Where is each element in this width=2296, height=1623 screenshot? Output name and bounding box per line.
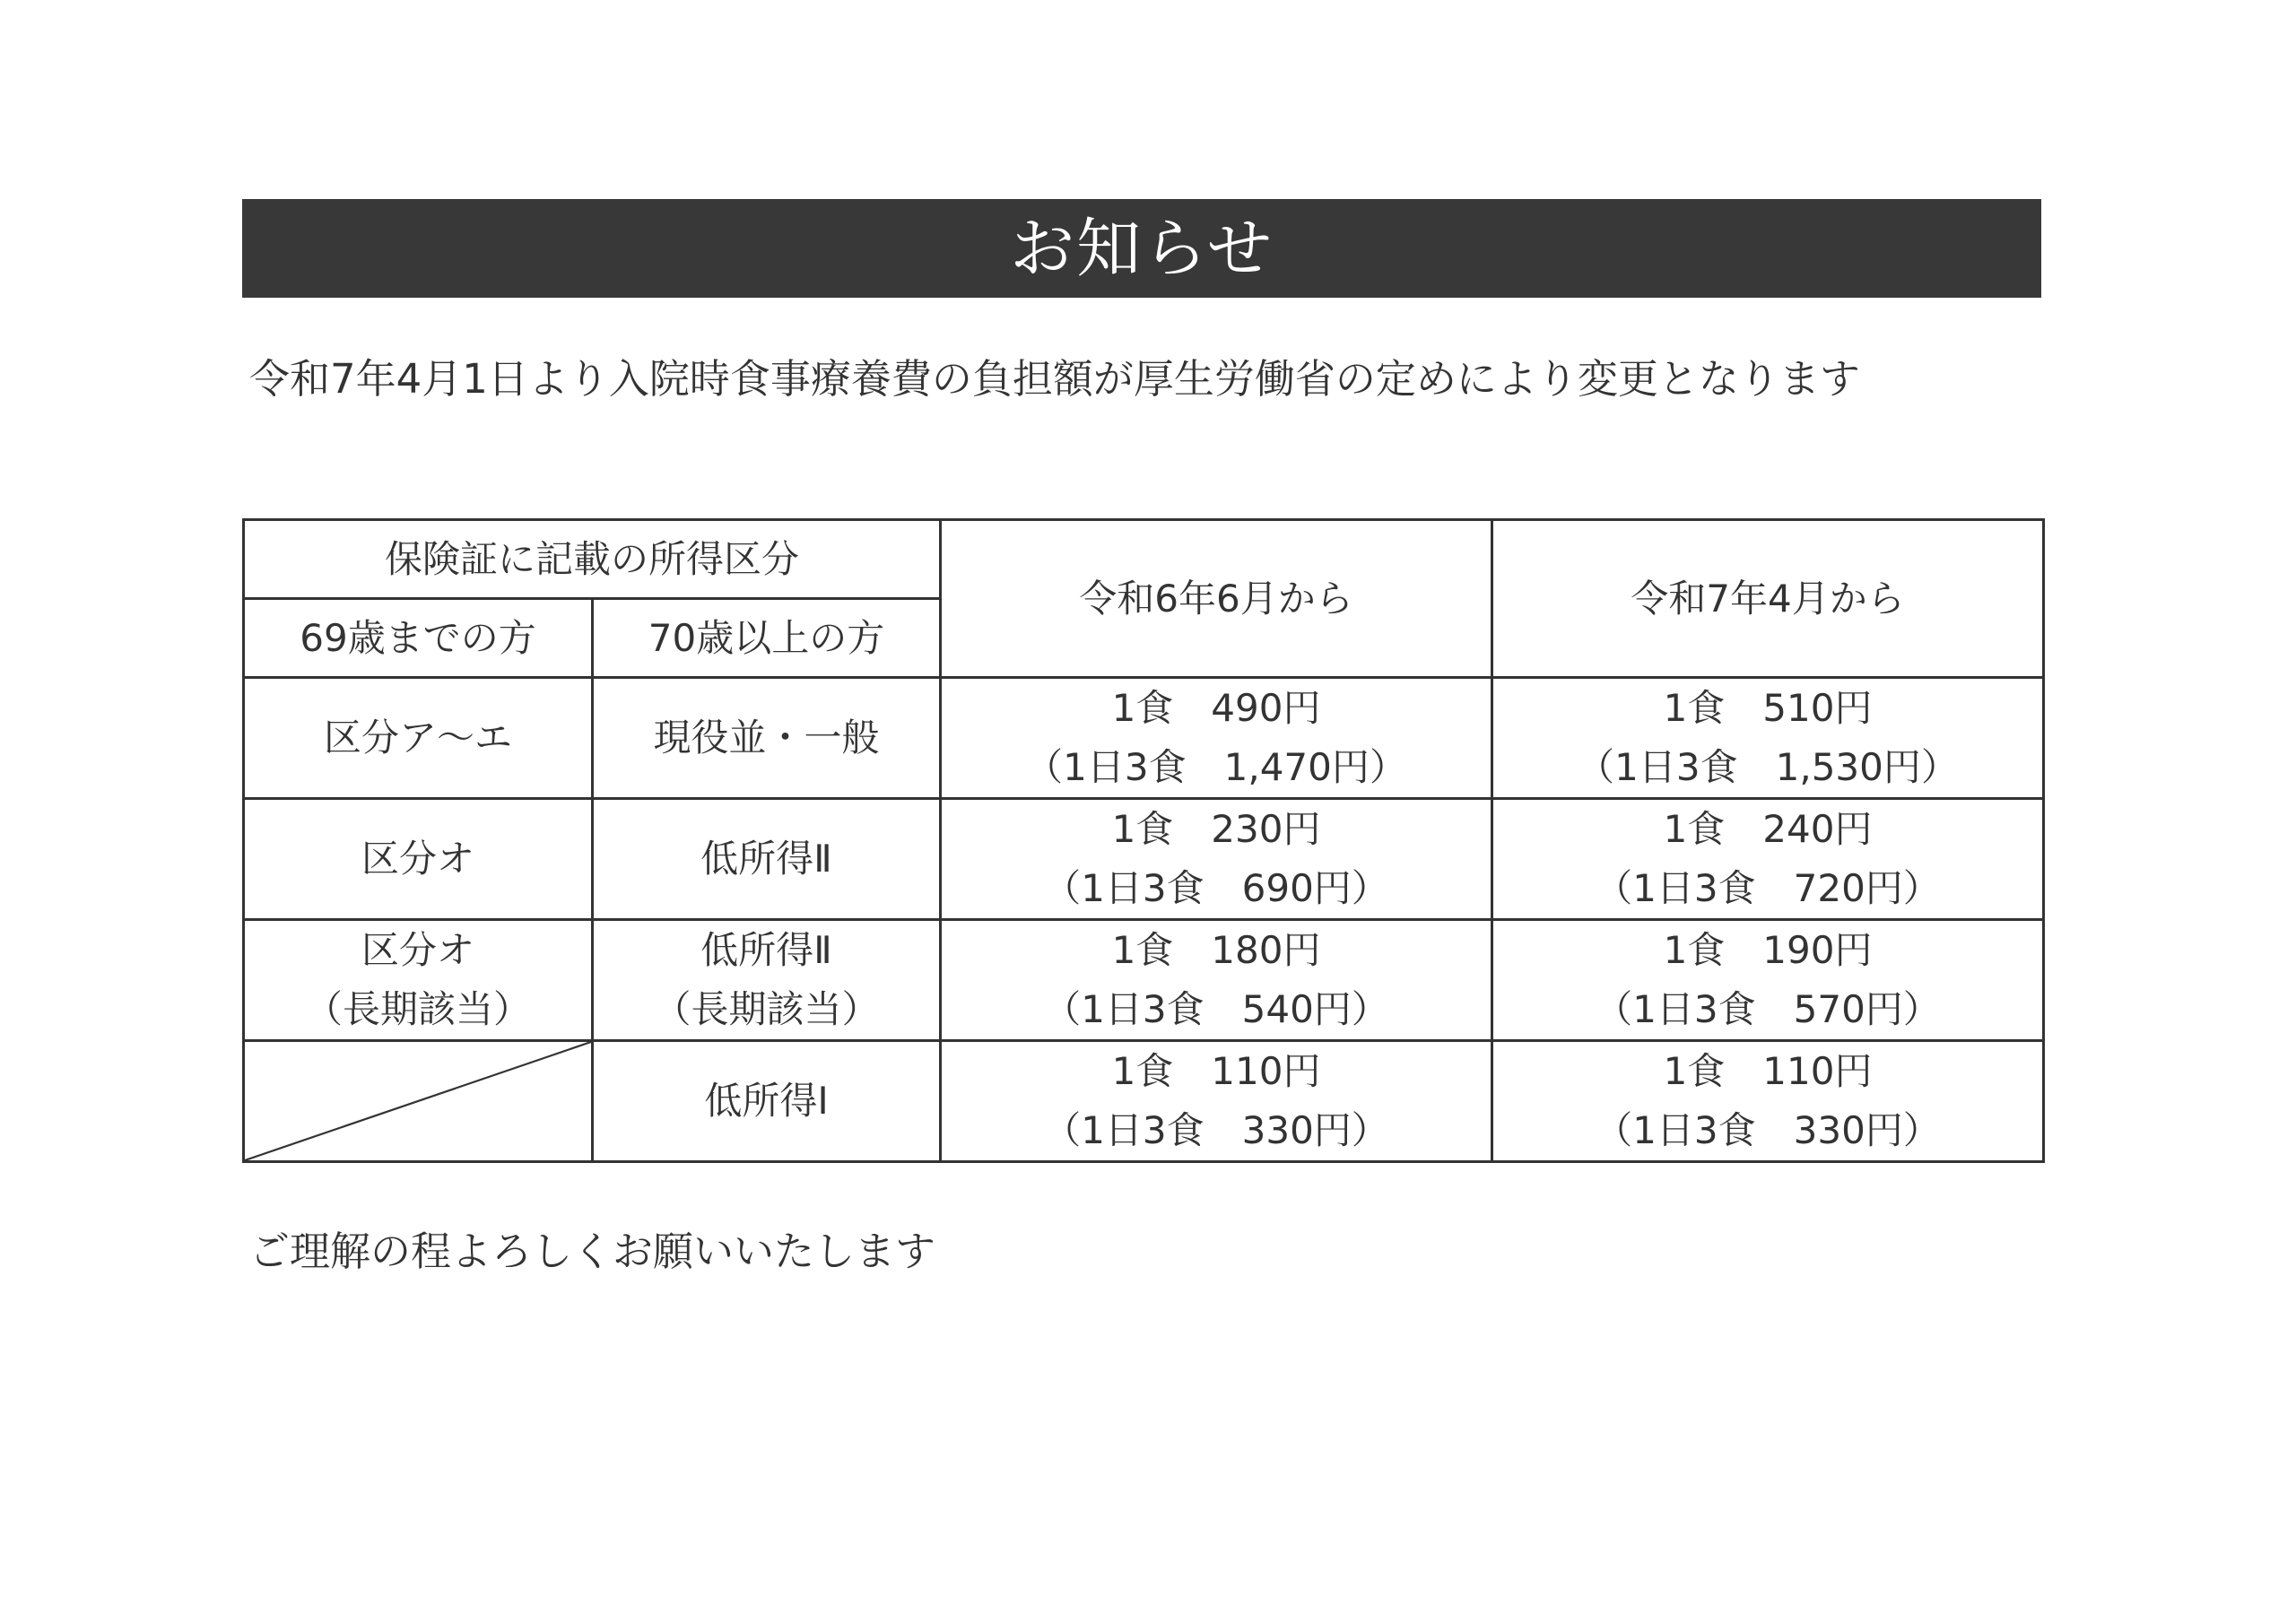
table-row bbox=[244, 920, 2044, 1041]
over70-label: 現役並・一般 bbox=[653, 716, 880, 759]
period1-price-cell bbox=[941, 678, 1492, 799]
per-meal-price: 1食 180円 bbox=[1111, 928, 1321, 972]
over70-cell bbox=[593, 678, 941, 799]
under69-label: 区分オ bbox=[361, 837, 474, 881]
per-day-price: （1日3食 1,530円） bbox=[1577, 745, 1959, 789]
period1-header: 令和6年6月から bbox=[941, 520, 1492, 678]
over70-cell bbox=[593, 799, 941, 920]
income-category-header: 保険証に記載の所得区分 bbox=[244, 520, 941, 599]
notice-title: お知らせ bbox=[1010, 211, 1274, 286]
diagonal-strike-line bbox=[245, 1042, 591, 1160]
period2-price-cell bbox=[1492, 1041, 2044, 1162]
under69-cell bbox=[244, 678, 593, 799]
per-meal-price: 1食 230円 bbox=[1111, 807, 1321, 851]
over70-label: 低所得Ⅱ bbox=[700, 928, 832, 972]
per-meal-price: 1食 240円 bbox=[1663, 807, 1873, 851]
period2-price-cell bbox=[1492, 920, 2044, 1041]
per-meal-price: 1食 190円 bbox=[1663, 928, 1873, 972]
period1-price-cell bbox=[941, 799, 1492, 920]
meal-fee-table bbox=[242, 518, 2045, 1163]
table-row bbox=[244, 678, 2044, 799]
under69-cell bbox=[244, 920, 593, 1041]
under69-label: 区分ア～エ bbox=[323, 716, 512, 759]
period2-price-cell bbox=[1492, 678, 2044, 799]
closing-text: ご理解の程よろしくお願いいたします bbox=[249, 1228, 936, 1275]
period1-price-cell bbox=[941, 1041, 1492, 1162]
per-day-price: （1日3食 1,470円） bbox=[1025, 745, 1407, 789]
not-applicable-cell bbox=[244, 1041, 593, 1162]
table-row bbox=[244, 1041, 2044, 1162]
per-day-price: （1日3食 690円） bbox=[1043, 866, 1389, 910]
period2-header: 令和7年4月から bbox=[1492, 520, 2044, 678]
over70-cell bbox=[593, 1041, 941, 1162]
over70-label: 低所得Ⅰ bbox=[704, 1079, 829, 1123]
period1-price-cell bbox=[941, 920, 1492, 1041]
per-day-price: （1日3食 540円） bbox=[1043, 987, 1389, 1031]
per-day-price: （1日3食 330円） bbox=[1043, 1108, 1389, 1152]
lead-text: 令和7年4月1日より入院時食事療養費の負担額が厚生労働省の定めにより変更となります bbox=[249, 355, 1860, 403]
per-meal-price: 1食 110円 bbox=[1111, 1049, 1321, 1093]
per-day-price: （1日3食 330円） bbox=[1595, 1108, 1941, 1152]
notice-banner bbox=[242, 199, 2041, 298]
over70-label: 低所得Ⅱ bbox=[700, 837, 832, 881]
under69-label: 区分オ bbox=[361, 928, 474, 972]
period2-price-cell bbox=[1492, 799, 2044, 920]
per-meal-price: 1食 110円 bbox=[1663, 1049, 1873, 1093]
header-row-1 bbox=[244, 520, 2044, 599]
over70-header: 70歳以上の方 bbox=[593, 599, 941, 678]
under69-header: 69歳までの方 bbox=[244, 599, 593, 678]
under69-note: （長期該当） bbox=[304, 987, 531, 1031]
table-row bbox=[244, 799, 2044, 920]
per-day-price: （1日3食 720円） bbox=[1595, 866, 1941, 910]
over70-cell bbox=[593, 920, 941, 1041]
under69-cell bbox=[244, 799, 593, 920]
per-meal-price: 1食 490円 bbox=[1111, 686, 1321, 730]
over70-note: （長期該当） bbox=[653, 987, 880, 1031]
per-day-price: （1日3食 570円） bbox=[1595, 987, 1941, 1031]
per-meal-price: 1食 510円 bbox=[1663, 686, 1873, 730]
